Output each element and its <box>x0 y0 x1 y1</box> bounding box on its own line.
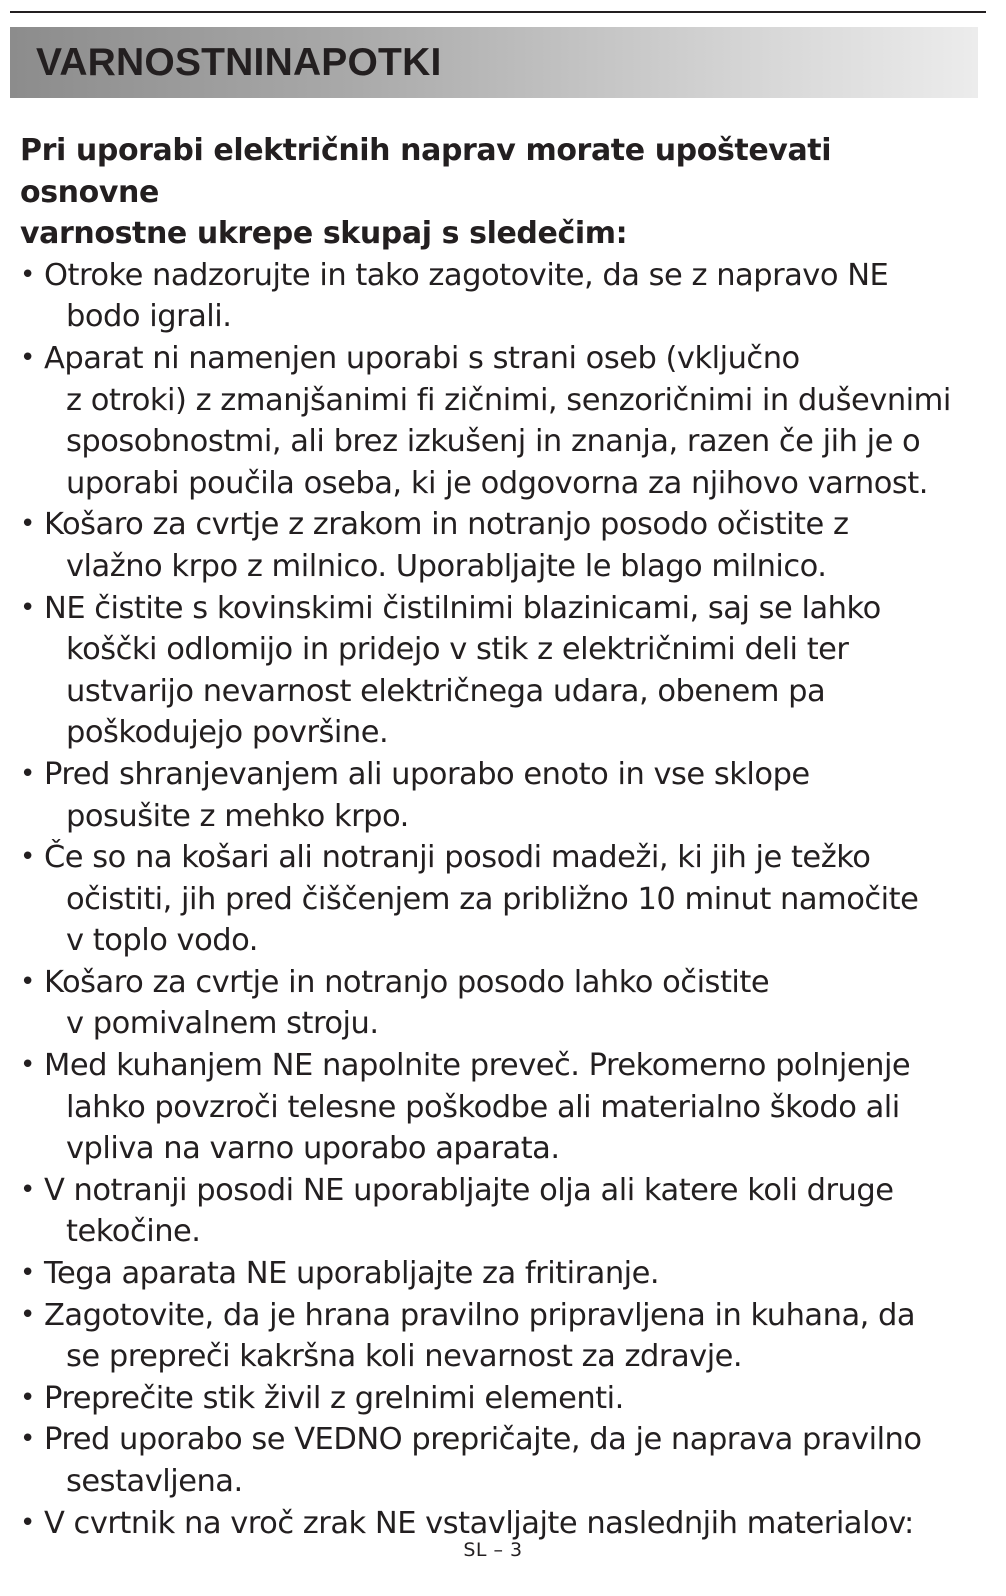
bullet-text: Košaro za cvrtje z zrakom in notranjo posodo očistite z vlažno krpo z milnico. Uporabljajte le blago milnico. <box>44 507 849 584</box>
bullet-marker: • <box>20 1424 35 1455</box>
bullet-marker: • <box>20 1299 35 1330</box>
top-rule <box>10 11 986 13</box>
safety-bullet-item <box>20 504 980 587</box>
bullet-marker: • <box>20 1507 35 1538</box>
bullet-text: Otroke nadzorujte in tako zagotovite, da se z napravo NE bodo igrali. <box>44 257 889 335</box>
safety-bullet-item <box>20 837 980 962</box>
bullet-marker: • <box>20 758 35 789</box>
bullet-marker: • <box>20 1050 35 1081</box>
bullet-text: Pred uporabo se VEDNO prepričajte, da je naprava pravilno sestavljena. <box>44 1422 922 1499</box>
safety-bullet-item <box>20 1419 980 1502</box>
bullet-text: Košaro za cvrtje in notranjo posodo lahko očistite v pomivalnem stroju. <box>44 964 770 1042</box>
safety-bullet-item <box>20 1170 980 1253</box>
bullet-text: NE čistite s kovinskimi čistilnimi blazinicami, saj se lahko koščki odlomijo in pridejo v stik z električnimi deli ter ustvarijo nevarnost električnega udara, obenem pa poškodujejo površine. <box>44 590 881 751</box>
bullet-marker: • <box>20 342 35 373</box>
page-number: SL – 3 <box>463 1539 523 1561</box>
safety-content <box>20 130 980 1544</box>
bullet-text: V notranji posodi NE uporabljajte olja ali katere koli druge tekočine. <box>44 1172 894 1250</box>
bullet-marker: • <box>20 592 35 623</box>
safety-bullet-item <box>20 1378 980 1420</box>
section-title: VARNOSTNINAPOTKI <box>36 41 442 84</box>
safety-bullet-list <box>20 255 980 1544</box>
bullet-marker: • <box>20 1174 35 1205</box>
safety-bullet-item <box>20 962 980 1045</box>
safety-bullet-item <box>20 588 980 754</box>
bullet-text: Če so na košari ali notranji posodi madeži, ki jih je težko očistiti, jih pred čiščenjem za približno 10 minut namočite v toplo vodo. <box>44 840 919 959</box>
safety-bullet-item <box>20 1253 980 1295</box>
bullet-marker: • <box>20 842 35 873</box>
bullet-text: Aparat ni namenjen uporabi s strani oseb (vključno z otroki) z zmanjšanimi fi zičnimi, senzoričnimi in duševnimi sposobnostmi, ali brez izkušenj in znanja, razen če jih je o uporabi poučila oseba, ki je odgovorna za njihovo varnost. <box>44 340 951 501</box>
bullet-text: Zagotovite, da je hrana pravilno pripravljena in kuhana, da se prepreči kakršna koli nevarnost za zdravje. <box>44 1297 916 1375</box>
bullet-marker: • <box>20 509 35 540</box>
bullet-text: V cvrtnik na vroč zrak NE vstavljajte naslednjih materialov: <box>44 1505 914 1541</box>
safety-bullet-item <box>20 1045 980 1170</box>
safety-bullet-item <box>20 754 980 837</box>
bullet-marker: • <box>20 1258 35 1289</box>
bullet-marker: • <box>20 966 35 997</box>
intro-text: Pri uporabi električnih naprav morate upoštevati osnovne varnostne ukrepe skupaj s sledečim: <box>20 133 832 252</box>
safety-bullet-item <box>20 1295 980 1378</box>
safety-bullet-item <box>20 255 980 338</box>
bullet-text: Tega aparata NE uporabljajte za fritiranje. <box>44 1256 660 1292</box>
safety-bullet-item <box>20 338 980 504</box>
bullet-text: Med kuhanjem NE napolnite preveč. Prekomerno polnjenje lahko povzroči telesne poškodbe ali materialno škodo ali vpliva na varno uporabo aparata. <box>44 1048 911 1167</box>
bullet-marker: • <box>20 1382 35 1413</box>
section-header <box>10 27 978 98</box>
bullet-text: Preprečite stik živil z grelnimi elementi. <box>44 1380 624 1416</box>
bullet-marker: • <box>20 259 35 290</box>
bullet-text: Pred shranjevanjem ali uporabo enoto in vse sklope posušite z mehko krpo. <box>44 756 810 834</box>
